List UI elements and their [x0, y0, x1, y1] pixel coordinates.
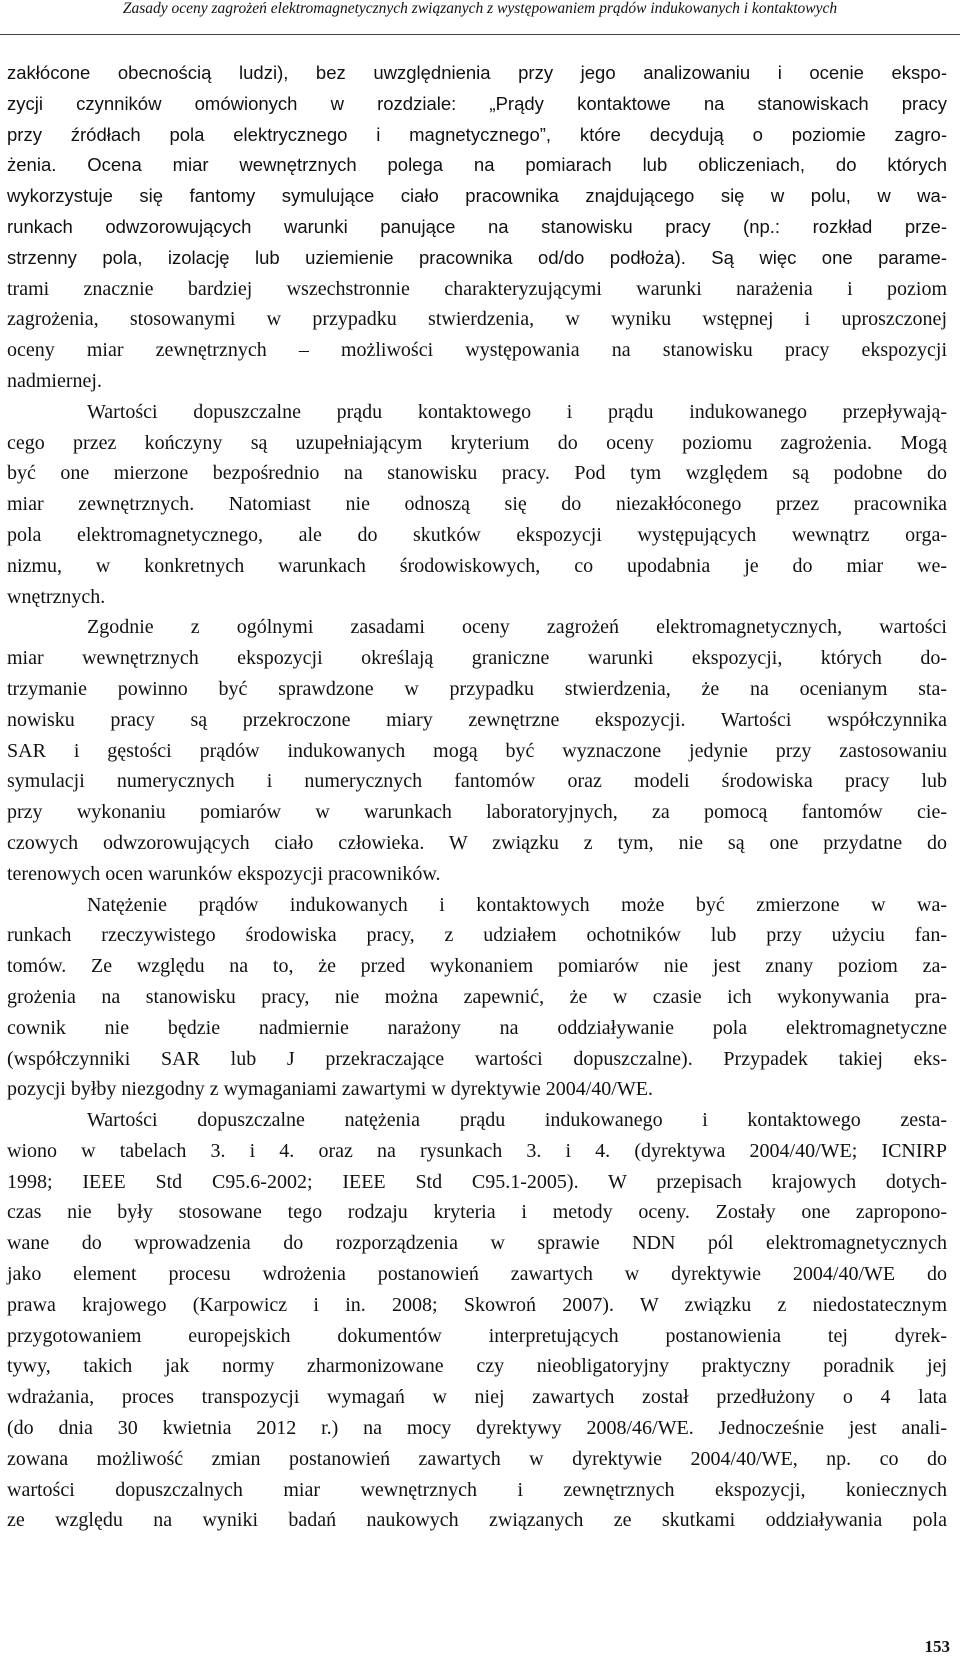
text-line: cego przez kończyny są uzupełniającym kryterium do oceny poziomu zagrożenia. Mogą — [7, 431, 947, 454]
text-line: Zgodnie z ogólnymi zasadami oceny zagrożeń elektromagnetycznych, wartości — [87, 616, 947, 639]
text-line: zagrożenia, stosowanymi w przypadku stwierdzenia, w wyniku wstępnej i uproszczonej — [7, 308, 947, 331]
text-line: symulacji numerycznych i numerycznych fantomów oraz modeli środowiska pracy lub — [7, 770, 947, 793]
text-line: jako element procesu wdrożenia postanowień zawartych w dyrektywie 2004/40/WE do — [7, 1263, 947, 1286]
text-line: trzymanie powinno być sprawdzone w przypadku stwierdzenia, że na ocenianym sta- — [7, 677, 947, 700]
text-line: (współczynniki SAR lub J przekraczające wartości dopuszczalne). Przypadek takiej eks- — [7, 1047, 947, 1070]
text-line: miar zewnętrznych. Natomiast nie odnoszą się do niezakłóconego przez pracownika — [7, 493, 947, 516]
text-line: wykorzystuje się fantomy symulujące ciało pracownika znajdującego się w polu, w wa- — [7, 185, 947, 207]
text-line: przy źródłach pola elektrycznego i magnetycznego”, które decydują o poziomie zagro- — [7, 123, 947, 145]
text-line: nizmu, w konkretnych warunkach środowiskowych, co upodabnia je do miar we- — [7, 554, 947, 577]
text-line: miar wewnętrznych ekspozycji określają graniczne warunki ekspozycji, których do- — [7, 647, 947, 670]
page-number: 153 — [924, 1637, 950, 1656]
text-line: runkach rzeczywistego środowiska pracy, z udziałem ochotników lub przy użyciu fan- — [7, 924, 947, 947]
text-line: trami znacznie bardziej wszechstronnie charakteryzującymi warunki narażenia i poziom — [7, 277, 947, 300]
text-line: wnętrznych. — [7, 585, 106, 608]
text-line: być one mierzone bezpośrednio na stanowisku pracy. Pod tym względem są podobne do — [7, 462, 947, 485]
text-line: (do dnia 30 kwietnia 2012 r.) na mocy dyrektywy 2008/46/WE. Jednocześnie jest anali- — [7, 1417, 947, 1440]
text-line: cownik nie będzie nadmiernie narażony na oddziaływanie pola elektromagnetyczne — [7, 1016, 947, 1039]
text-line: ze względu na wyniki badań naukowych związanych ze skutkami oddziaływania pola — [7, 1509, 947, 1532]
text-line: wiono w tabelach 3. i 4. oraz na rysunkach 3. i 4. (dyrektywa 2004/40/WE; ICNIRP — [7, 1139, 947, 1162]
text-line: tomów. Ze względu na to, że przed wykonaniem pomiarów nie jest znany poziom za- — [7, 955, 947, 978]
running-head: Zasady oceny zagrożeń elektromagnetycznych związanych z występowaniem prądów indukowanych i kontaktowych — [0, 0, 960, 35]
text-line: zycji czynników omówionych w rozdziale: „Prądy kontaktowe na stanowiskach pracy — [7, 92, 947, 114]
text-line: SAR i gęstości prądów indukowanych mogą być wyznaczone jedynie przy zastosowaniu — [7, 739, 947, 762]
body-text — [7, 58, 947, 1536]
text-line: runkach odwzorowujących warunki panujące na stanowisku pracy (np.: rozkład prze- — [7, 215, 947, 237]
text-line: zowana możliwość zmian postanowień zawartych w dyrektywie 2004/40/WE, np. co do — [7, 1447, 947, 1470]
text-line: nowisku pracy są przekroczone miary zewnętrzne ekspozycji. Wartości współczynnika — [7, 708, 947, 731]
text-line: zakłócone obecnością ludzi), bez uwzględnienia przy jego analizowaniu i ocenie ekspo- — [7, 62, 947, 83]
text-line: strzenny pola, izolację lub uziemienie pracownika od/do podłoża). Są więc one parame- — [7, 246, 947, 268]
text-line: pozycji byłby niezgodny z wymaganiami zawartymi w dyrektywie 2004/40/WE. — [7, 1078, 653, 1101]
text-line: czas nie były stosowane tego rodzaju kryteria i metody oceny. Zostały one zapropono- — [7, 1201, 947, 1224]
text-line: Natężenie prądów indukowanych i kontaktowych może być zmierzone w wa- — [87, 893, 947, 916]
text-line: wane do wprowadzenia do rozporządzenia w sprawie NDN pól elektromagnetycznych — [7, 1232, 947, 1255]
text-line: oceny miar zewnętrznych – możliwości występowania na stanowisku pracy ekspozycji — [7, 339, 947, 362]
text-line: grożenia na stanowisku pracy, nie można zapewnić, że w czasie ich wykonywania pra- — [7, 985, 947, 1008]
text-line: tywy, takich jak normy zharmonizowane czy nieobligatoryjny praktyczny poradnik jej — [7, 1355, 947, 1378]
text-line: czowych odwzorowujących ciało człowieka. W związku z tym, nie są one przydatne do — [7, 831, 947, 854]
text-line: przy wykonaniu pomiarów w warunkach laboratoryjnych, za pomocą fantomów cie- — [7, 801, 947, 824]
text-line: Wartości dopuszczalne prądu kontaktowego i prądu indukowanego przepływają- — [87, 400, 947, 423]
text-line: nadmiernej. — [7, 369, 102, 392]
text-line: wartości dopuszczalnych miar wewnętrznych i zewnętrznych ekspozycji, koniecznych — [7, 1478, 947, 1501]
text-line: prawa krajowego (Karpowicz i in. 2008; Skowroń 2007). W związku z niedostatecznym — [7, 1293, 947, 1316]
text-line: Wartości dopuszczalne natężenia prądu indukowanego i kontaktowego zesta- — [87, 1109, 947, 1132]
text-line: pola elektromagnetycznego, ale do skutków ekspozycji występujących wewnątrz orga- — [7, 523, 947, 546]
text-line: przygotowaniem europejskich dokumentów interpretujących postanowienia tej dyrek- — [7, 1324, 947, 1347]
text-line: terenowych ocen warunków ekspozycji pracowników. — [7, 862, 441, 885]
text-line: wdrażania, proces transpozycji wymagań w niej zawartych został przedłużony o 4 lata — [7, 1386, 947, 1409]
text-line: żenia. Ocena miar wewnętrznych polega na pomiarach lub obliczeniach, do których — [7, 154, 947, 176]
text-line: 1998; IEEE Std C95.6-2002; IEEE Std C95.1-2005). W przepisach krajowych dotych- — [7, 1170, 947, 1193]
